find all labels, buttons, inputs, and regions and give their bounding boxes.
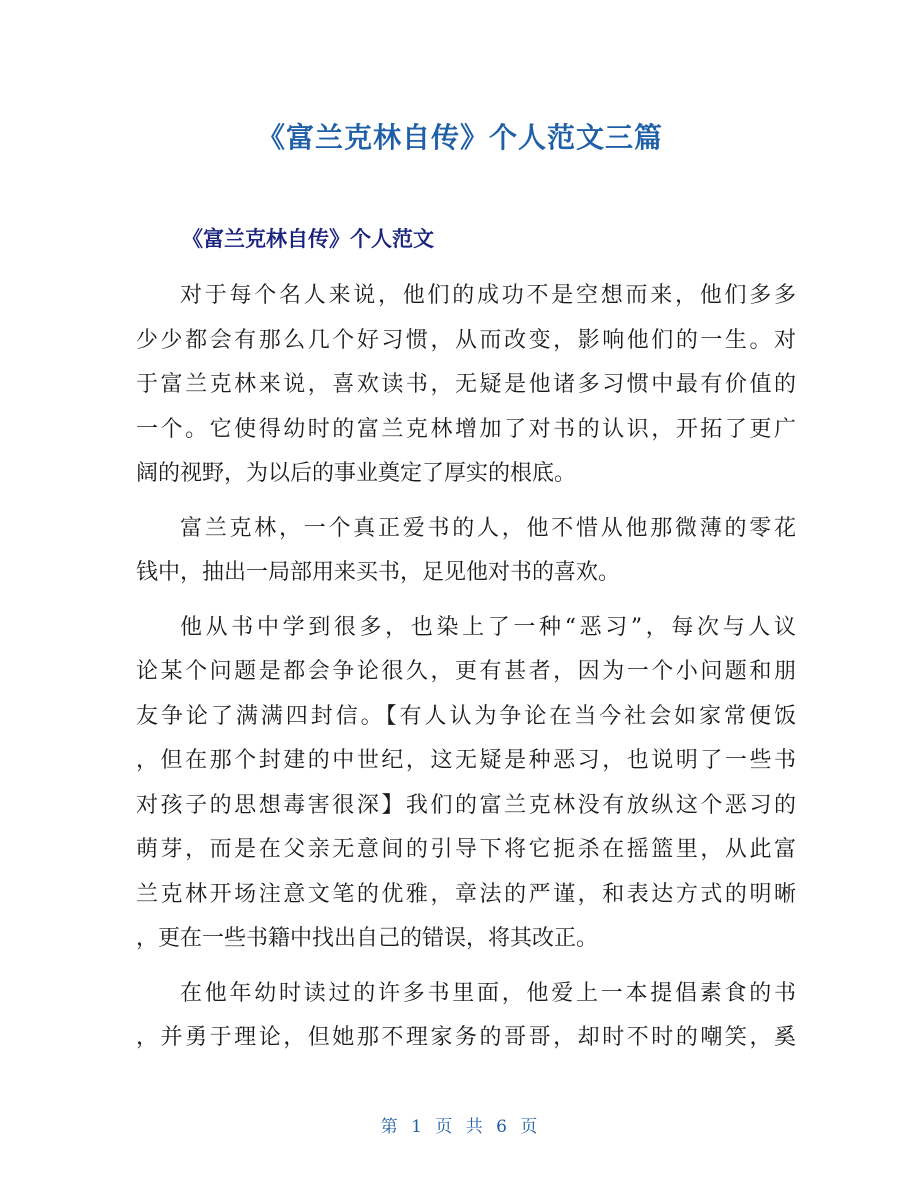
footer-page-unit: 页 — [435, 1117, 455, 1137]
text-line: 论某个问题是都会争论很久，更有甚者，因为一个小问题和朋 — [136, 659, 796, 684]
paragraph-3 — [136, 606, 796, 962]
text-line: 友争论了满满四封信。【有人认为争论在当今社会如家常便饭 — [136, 703, 796, 729]
text-line: 一个。它使得幼时的富兰克林增加了对书的认识，开拓了更广 — [136, 416, 796, 442]
text-line: ，更在一些书籍中找出自己的错误，将其改正。 — [136, 926, 599, 951]
page-footer — [0, 1112, 920, 1137]
footer-total-unit: 页 — [520, 1117, 540, 1137]
text-line: 对于每个名人来说，他们的成功不是空想而来，他们多多 — [180, 283, 796, 308]
text-line: 兰克林开场注意文笔的优雅，章法的严谨，和表达方式的明晰 — [136, 881, 796, 907]
current-page-number: 1 — [411, 1117, 424, 1137]
section-heading: 《富兰克林自传》个人范文 — [182, 227, 434, 251]
text-line: 萌芽，而是在父亲无意间的引导下将它扼杀在摇篮里，从此富 — [136, 837, 796, 862]
text-line: 对孩子的思想毒害很深】我们的富兰克林没有放纵这个恶习的 — [136, 792, 796, 818]
paragraph-2 — [136, 507, 796, 596]
text-line: 钱中，抽出一局部用来买书，足见他对书的喜欢。 — [136, 560, 621, 585]
paragraph-1 — [136, 274, 796, 497]
footer-total-label: 共 — [465, 1117, 485, 1137]
text-line: 阔的视野，为以后的事业奠定了厚实的根底。 — [136, 461, 577, 486]
document-body — [136, 274, 796, 1071]
text-line: ，但在那个封建的中世纪，这无疑是种恶习，也说明了一些书 — [136, 748, 796, 773]
text-line: 在他年幼时读过的许多书里面，他爱上一本提倡素食的书 — [180, 980, 796, 1006]
text-line: 少少都会有那么几个好习惯，从而改变，影响他们的一生。对 — [136, 327, 796, 353]
total-pages-number: 6 — [496, 1117, 509, 1137]
footer-page-label: 第 — [380, 1117, 400, 1137]
text-line: 富兰克林，一个真正爱书的人，他不惜从他那微薄的零花 — [180, 515, 796, 541]
paragraph-4 — [136, 972, 796, 1061]
text-line: 他从书中学到很多，也染上了一种“恶习”，每次与人议 — [180, 614, 796, 640]
document-title: 《富兰克林自传》个人范文三篇 — [256, 121, 663, 154]
text-line: ，并勇于理论，但她那不理家务的哥哥，却时不时的嘲笑，奚 — [136, 1025, 796, 1050]
text-line: 于富兰克林来说，喜欢读书，无疑是他诸多习惯中最有价值的 — [136, 372, 796, 397]
